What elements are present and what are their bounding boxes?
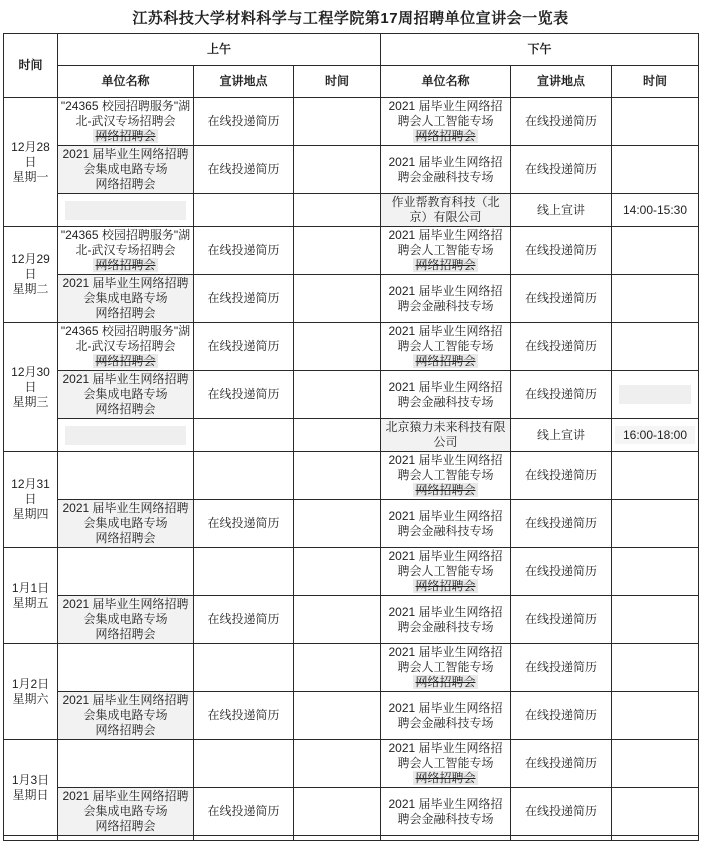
unit-name: 2021 届毕业生网络招聘会金融科技专场 [388, 700, 503, 730]
table-row [4, 596, 699, 644]
pm-unit-cell [381, 548, 511, 596]
am-venue-cell [194, 323, 294, 371]
date-cell [4, 644, 58, 740]
unit-name-tail: 网络招聘会 [415, 483, 476, 497]
table-row [4, 323, 699, 371]
empty-highlight-box [65, 426, 186, 445]
pm-unit-cell [381, 596, 511, 644]
unit-name: 2021 届毕业生网络招聘会金融科技专场 [388, 283, 503, 313]
unit-name-tail: 网络招聘会 [415, 354, 476, 368]
pm-unit-cell [381, 275, 511, 323]
am-unit-cell [58, 419, 194, 452]
header-pm-time: 时间 [612, 66, 699, 98]
unit-name-tail-line [60, 306, 191, 321]
unit-name-tail-line [383, 258, 508, 273]
am-time-cell [294, 452, 381, 500]
am-time-cell [294, 596, 381, 644]
venue-label: 在线投递简历 [524, 243, 597, 257]
pm-time-cell [612, 275, 699, 323]
date-cell [4, 548, 58, 644]
empty-cell [58, 836, 194, 841]
table-row [4, 419, 699, 452]
unit-name-tail-line [383, 579, 508, 594]
pm-unit-cell [381, 788, 511, 836]
unit-name-tail-line [383, 675, 508, 690]
venue-label: 在线投递简历 [524, 162, 597, 176]
pm-venue-cell [511, 548, 612, 596]
pm-venue-cell [511, 371, 612, 419]
am-unit-cell [58, 740, 194, 788]
weekday-label: 星期三 [12, 394, 49, 409]
pm-venue-cell [511, 323, 612, 371]
unit-name-tail-line [60, 258, 191, 273]
pm-venue-cell [511, 146, 612, 194]
pm-venue-cell [511, 227, 612, 275]
pm-venue-cell [511, 596, 612, 644]
pm-unit-cell [381, 500, 511, 548]
pm-unit-cell [381, 419, 511, 452]
unit-name-tail-line [383, 129, 508, 144]
date-label: 12月29日 [11, 252, 50, 281]
unit-name: 2021 届毕业生网络招聘会集成电路专场 [62, 693, 189, 722]
table-row [4, 227, 699, 275]
pm-venue-cell [511, 194, 612, 227]
empty-cell [294, 836, 381, 841]
unit-name: 2021 届毕业生网络招聘会人工智能专场 [388, 645, 503, 674]
unit-name: 2021 届毕业生网络招聘会集成电路专场 [62, 372, 189, 401]
venue-label: 线上宣讲 [536, 202, 585, 217]
pm-venue-cell [511, 788, 612, 836]
header-time-column: 时间 [4, 34, 58, 98]
pm-time-cell [612, 644, 699, 692]
venue-label: 在线投递简历 [207, 339, 280, 353]
am-unit-cell [58, 98, 194, 146]
page-title: 江苏科技大学材料科学与工程学院第17周招聘单位宣讲会一览表 [132, 10, 569, 27]
am-unit-cell [58, 146, 194, 194]
date-label: 12月30日 [11, 364, 50, 394]
pm-venue-cell [511, 419, 612, 452]
venue-label: 线上宣讲 [536, 427, 585, 442]
unit-name: 2021 届毕业生网络招聘会集成电路专场 [62, 276, 189, 305]
am-venue-cell [194, 452, 294, 500]
date-cell [4, 227, 58, 323]
weekday-label: 星期四 [12, 507, 49, 521]
table-row [4, 548, 699, 596]
venue-label: 在线投递简历 [524, 612, 597, 626]
pm-time-cell [612, 419, 699, 452]
date-label: 12月28日 [11, 139, 50, 169]
date-label: 1月2日 [11, 676, 50, 691]
unit-name-tail: 网络招聘会 [95, 819, 156, 833]
unit-name-tail: 网络招聘会 [95, 627, 156, 641]
unit-name-tail-line [60, 402, 191, 417]
am-unit-cell [58, 548, 194, 596]
venue-label: 在线投递简历 [207, 291, 280, 305]
venue-label: 在线投递简历 [207, 387, 280, 401]
venue-label: 在线投递简历 [524, 804, 597, 818]
header-morning: 上午 [58, 34, 381, 66]
pm-time-cell [612, 194, 699, 227]
unit-name: "24365 校园招聘服务"湖北-武汉专场招聘会 [60, 324, 191, 353]
am-venue-cell [194, 227, 294, 275]
am-unit-cell [58, 275, 194, 323]
am-venue-cell [194, 371, 294, 419]
pm-time-cell [612, 596, 699, 644]
schedule-table-body [4, 98, 699, 841]
table-row [4, 740, 699, 788]
unit-name: 2021 届毕业生网络招聘会集成电路专场 [62, 501, 189, 530]
table-row [4, 275, 699, 323]
am-time-cell [294, 548, 381, 596]
unit-name-tail-line [60, 627, 191, 642]
am-venue-cell [194, 98, 294, 146]
header-am-venue: 宣讲地点 [194, 66, 294, 98]
pm-unit-cell [381, 323, 511, 371]
unit-name: 2021 届毕业生网络招聘会金融科技专场 [388, 796, 503, 826]
unit-name-tail-line [60, 723, 191, 738]
venue-label: 在线投递简历 [207, 612, 280, 626]
pm-time-cell [612, 371, 699, 419]
weekday-label: 星期二 [12, 282, 49, 296]
unit-name-tail-line [383, 354, 508, 369]
venue-label: 在线投递简历 [524, 291, 597, 305]
am-unit-cell [58, 644, 194, 692]
unit-name: 2021 届毕业生网络招聘会金融科技专场 [388, 379, 503, 409]
am-time-cell [294, 371, 381, 419]
date-label: 12月31日 [11, 477, 50, 506]
table-row [4, 788, 699, 836]
date-cell [4, 740, 58, 836]
am-time-cell [294, 788, 381, 836]
pm-venue-cell [511, 692, 612, 740]
pm-venue-cell [511, 452, 612, 500]
pm-time-cell [612, 692, 699, 740]
unit-name-tail-line [383, 483, 508, 498]
am-venue-cell [194, 548, 294, 596]
table-row [4, 452, 699, 500]
unit-name: 作业帮教育科技（北京）有限公司 [391, 195, 500, 224]
unit-name-tail-line [60, 177, 191, 192]
unit-name-tail-line [60, 129, 191, 144]
unit-name-tail-line [60, 354, 191, 369]
am-venue-cell [194, 419, 294, 452]
header-afternoon: 下午 [381, 34, 699, 66]
venue-label: 在线投递简历 [207, 516, 280, 530]
unit-name: 北京猿力未来科技有限公司 [385, 420, 506, 449]
am-time-cell [294, 419, 381, 452]
header-row-subcolumns [4, 66, 699, 98]
am-time-cell [294, 146, 381, 194]
pm-time-cell [612, 98, 699, 146]
unit-name: 2021 届毕业生网络招聘会人工智能专场 [388, 228, 503, 257]
time-label: 14:00-15:30 [622, 202, 688, 217]
unit-name-tail: 网络招聘会 [415, 258, 476, 272]
unit-name-tail: 网络招聘会 [95, 129, 156, 143]
am-venue-cell [194, 275, 294, 323]
table-row [4, 194, 699, 227]
am-time-cell [294, 692, 381, 740]
pm-unit-cell [381, 371, 511, 419]
header-pm-unit: 单位名称 [381, 66, 511, 98]
venue-label: 在线投递简历 [207, 114, 280, 128]
pm-time-cell [612, 323, 699, 371]
unit-name: 2021 届毕业生网络招聘会人工智能专场 [388, 549, 503, 578]
venue-label: 在线投递简历 [524, 468, 597, 482]
am-time-cell [294, 227, 381, 275]
am-unit-cell [58, 788, 194, 836]
venue-label: 在线投递简历 [524, 660, 597, 674]
venue-label: 在线投递简历 [207, 708, 280, 722]
pm-unit-cell [381, 644, 511, 692]
unit-name: "24365 校园招聘服务"湖北-武汉专场招聘会 [60, 228, 191, 257]
table-row [4, 146, 699, 194]
empty-highlight-box [65, 201, 186, 220]
pm-time-cell [612, 227, 699, 275]
table-row [4, 98, 699, 146]
am-time-cell [294, 740, 381, 788]
pm-unit-cell [381, 692, 511, 740]
unit-name-tail: 网络招聘会 [95, 354, 156, 368]
table-row [4, 644, 699, 692]
am-time-cell [294, 644, 381, 692]
unit-name: 2021 届毕业生网络招聘会集成电路专场 [62, 147, 189, 176]
header-am-unit: 单位名称 [58, 66, 194, 98]
pm-unit-cell [381, 740, 511, 788]
pm-time-cell [612, 548, 699, 596]
am-unit-cell [58, 323, 194, 371]
unit-name: 2021 届毕业生网络招聘会人工智能专场 [388, 99, 503, 128]
weekday-label: 星期日 [12, 787, 49, 802]
date-cell [4, 452, 58, 548]
venue-label: 在线投递简历 [207, 243, 280, 257]
unit-name-tail: 网络招聘会 [95, 258, 156, 272]
pm-venue-cell [511, 740, 612, 788]
am-venue-cell [194, 194, 294, 227]
am-venue-cell [194, 500, 294, 548]
empty-highlight-box [619, 385, 691, 404]
empty-cell [612, 836, 699, 841]
unit-name-tail-line [383, 771, 508, 786]
venue-label: 在线投递简历 [524, 708, 597, 722]
unit-name: 2021 届毕业生网络招聘会人工智能专场 [388, 741, 503, 770]
pm-unit-cell [381, 194, 511, 227]
venue-label: 在线投递简历 [524, 114, 597, 128]
date-cell [4, 98, 58, 227]
am-time-cell [294, 194, 381, 227]
weekday-label: 星期五 [12, 595, 49, 610]
table-row [4, 371, 699, 419]
am-venue-cell [194, 146, 294, 194]
empty-cell [381, 836, 511, 841]
venue-label: 在线投递简历 [524, 387, 597, 401]
venue-label: 在线投递简历 [524, 756, 597, 770]
am-venue-cell [194, 740, 294, 788]
pm-time-cell [612, 788, 699, 836]
am-venue-cell [194, 596, 294, 644]
unit-name-tail: 网络招聘会 [415, 129, 476, 143]
unit-name: 2021 届毕业生网络招聘会集成电路专场 [62, 789, 189, 818]
pm-unit-cell [381, 227, 511, 275]
venue-label: 在线投递简历 [524, 564, 597, 578]
am-unit-cell [58, 596, 194, 644]
header-pm-venue: 宣讲地点 [511, 66, 612, 98]
date-cell [4, 323, 58, 452]
am-unit-cell [58, 692, 194, 740]
am-time-cell [294, 98, 381, 146]
am-unit-cell [58, 371, 194, 419]
unit-name-tail: 网络招聘会 [95, 402, 156, 416]
pm-unit-cell [381, 146, 511, 194]
pm-venue-cell [511, 500, 612, 548]
am-unit-cell [58, 227, 194, 275]
am-unit-cell [58, 194, 194, 227]
unit-name-tail-line [60, 531, 191, 546]
unit-name: 2021 届毕业生网络招聘会金融科技专场 [388, 154, 503, 184]
date-cell [4, 836, 58, 841]
pm-time-cell [612, 500, 699, 548]
venue-label: 在线投递简历 [524, 516, 597, 530]
pm-time-cell [612, 452, 699, 500]
recruitment-schedule-table [3, 33, 699, 841]
empty-cell [194, 836, 294, 841]
date-label: 1月1日 [11, 580, 50, 595]
date-label: 1月3日 [11, 772, 50, 787]
table-header [4, 34, 699, 98]
unit-name: 2021 届毕业生网络招聘会金融科技专场 [388, 508, 503, 538]
am-venue-cell [194, 692, 294, 740]
table-row-partial [4, 836, 699, 841]
unit-name-tail: 网络招聘会 [415, 675, 476, 689]
am-venue-cell [194, 644, 294, 692]
table-row [4, 500, 699, 548]
unit-name: 2021 届毕业生网络招聘会金融科技专场 [388, 604, 503, 634]
pm-unit-cell [381, 452, 511, 500]
unit-name-tail: 网络招聘会 [95, 177, 156, 191]
unit-name: 2021 届毕业生网络招聘会人工智能专场 [388, 324, 503, 353]
venue-label: 在线投递简历 [207, 162, 280, 176]
time-label: 16:00-18:00 [615, 426, 695, 444]
empty-cell [511, 836, 612, 841]
unit-name-tail: 网络招聘会 [415, 771, 476, 785]
venue-label: 在线投递简历 [524, 339, 597, 353]
unit-name-tail: 网络招聘会 [95, 306, 156, 320]
am-time-cell [294, 500, 381, 548]
am-unit-cell [58, 500, 194, 548]
table-row [4, 692, 699, 740]
am-venue-cell [194, 788, 294, 836]
pm-time-cell [612, 740, 699, 788]
venue-label: 在线投递简历 [207, 804, 280, 818]
am-unit-cell [58, 452, 194, 500]
pm-unit-cell [381, 98, 511, 146]
weekday-label: 星期六 [12, 691, 49, 706]
weekday-label: 星期一 [12, 169, 49, 184]
am-time-cell [294, 275, 381, 323]
unit-name-tail-line [60, 819, 191, 834]
header-row-periods [4, 34, 699, 66]
pm-venue-cell [511, 98, 612, 146]
pm-time-cell [612, 146, 699, 194]
am-time-cell [294, 323, 381, 371]
pm-venue-cell [511, 275, 612, 323]
unit-name: 2021 届毕业生网络招聘会集成电路专场 [62, 597, 189, 626]
unit-name: 2021 届毕业生网络招聘会人工智能专场 [388, 453, 503, 482]
unit-name-tail: 网络招聘会 [415, 579, 476, 593]
header-am-time: 时间 [294, 66, 381, 98]
unit-name-tail: 网络招聘会 [95, 723, 156, 737]
unit-name-tail: 网络招聘会 [95, 531, 156, 545]
pm-venue-cell [511, 644, 612, 692]
unit-name: "24365 校园招聘服务"湖北-武汉专场招聘会 [60, 99, 191, 128]
